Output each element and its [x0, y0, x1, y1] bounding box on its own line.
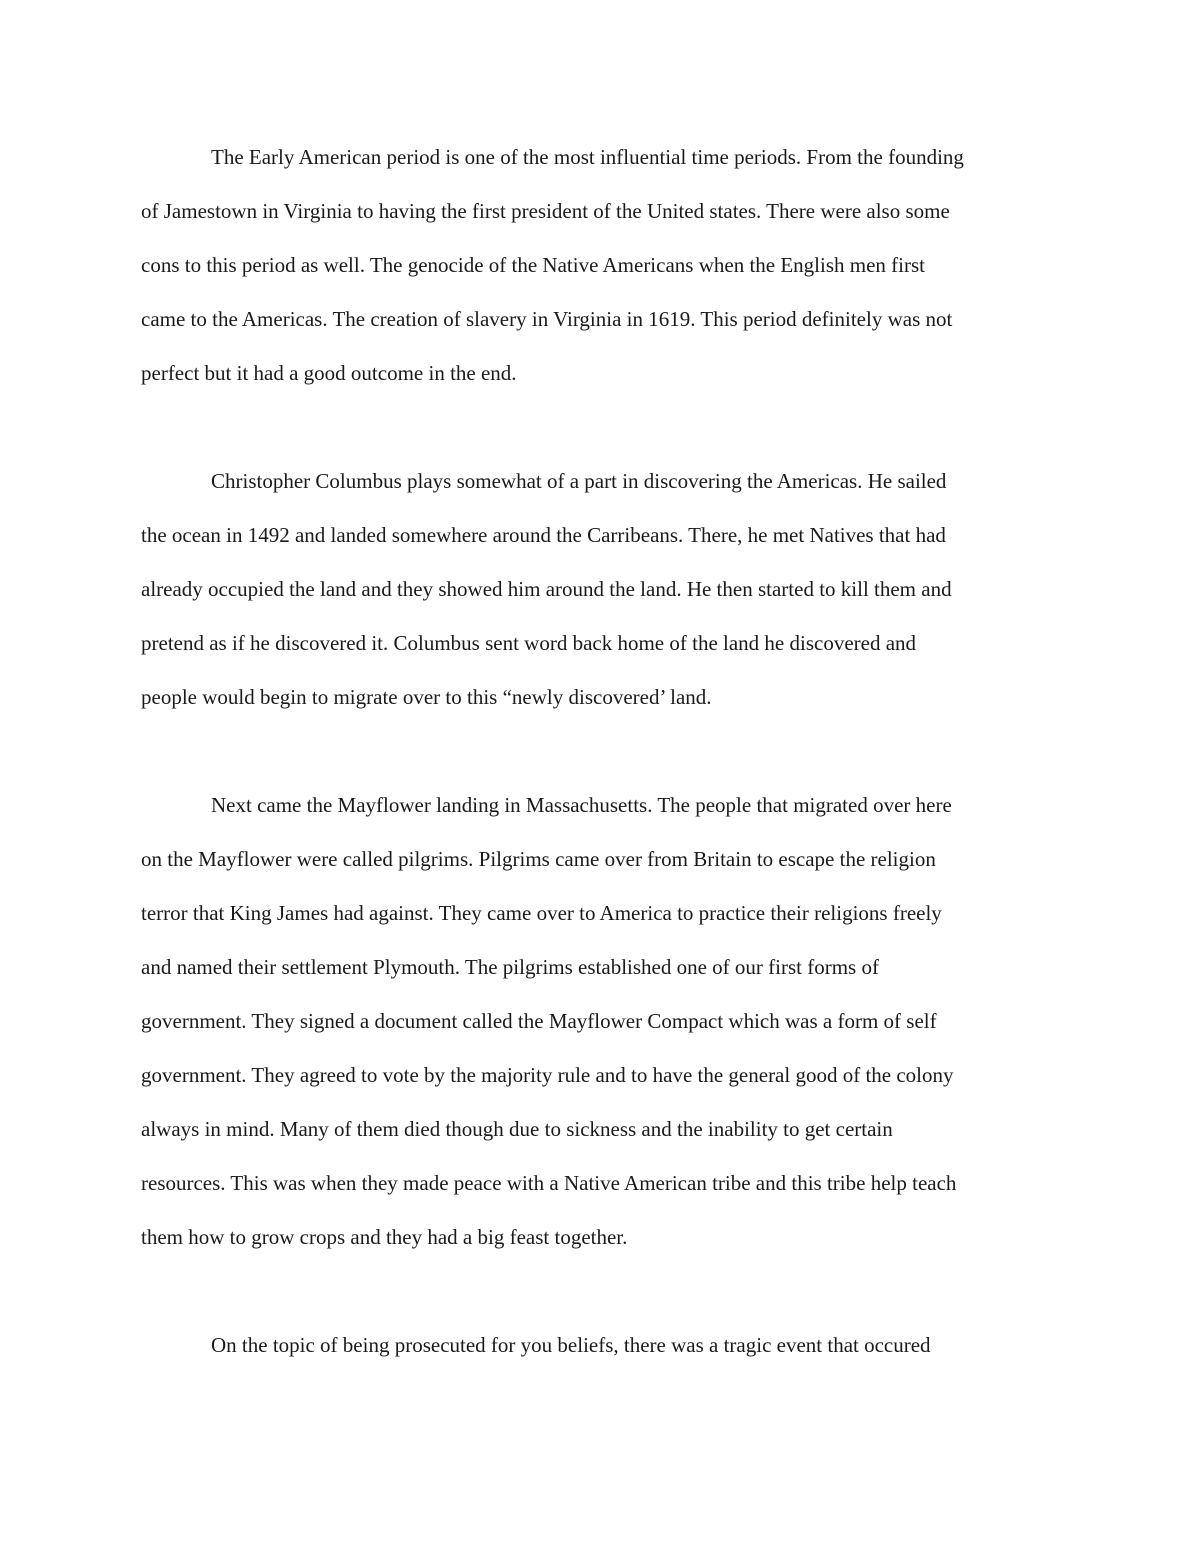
- text-line: already occupied the land and they showed him around the land. He then started to kill them and: [141, 577, 952, 601]
- text-line: cons to this period as well. The genocide of the Native Americans when the English men first: [141, 253, 926, 277]
- text-line: of Jamestown in Virginia to having the first president of the United states. There were also some: [141, 199, 950, 223]
- text-line: government. They signed a document called the Mayflower Compact which was a form of self: [141, 1009, 937, 1033]
- text-line: resources. This was when they made peace with a Native American tribe and this tribe help teach: [141, 1171, 957, 1195]
- text-line: the ocean in 1492 and landed somewhere around the Carribeans. There, he met Natives that had: [141, 523, 946, 547]
- text-line: Next came the Mayflower landing in Massachusetts. The people that migrated over here: [211, 793, 952, 817]
- text-line: always in mind. Many of them died though due to sickness and the inability to get certain: [141, 1117, 893, 1141]
- text-line: them how to grow crops and they had a big feast together.: [141, 1225, 628, 1249]
- text-line: pretend as if he discovered it. Columbus sent word back home of the land he discovered and: [141, 631, 917, 655]
- text-line: terror that King James had against. They came over to America to practice their religions freely: [141, 901, 942, 925]
- text-line: people would begin to migrate over to this “newly discovered’ land.: [141, 685, 712, 709]
- text-line: came to the Americas. The creation of slavery in Virginia in 1619. This period definitely was not: [141, 307, 953, 331]
- text-line: The Early American period is one of the most influential time periods. From the founding: [211, 145, 964, 169]
- text-line: government. They agreed to vote by the majority rule and to have the general good of the colony: [141, 1063, 954, 1087]
- text-line: and named their settlement Plymouth. The pilgrims established one of our first forms of: [141, 955, 879, 979]
- text-line: perfect but it had a good outcome in the end.: [141, 361, 517, 385]
- text-line: On the topic of being prosecuted for you beliefs, there was a tragic event that occured: [211, 1333, 931, 1357]
- text-line: on the Mayflower were called pilgrims. Pilgrims came over from Britain to escape the religion: [141, 847, 936, 871]
- text-line: Christopher Columbus plays somewhat of a part in discovering the Americas. He sailed: [211, 469, 947, 493]
